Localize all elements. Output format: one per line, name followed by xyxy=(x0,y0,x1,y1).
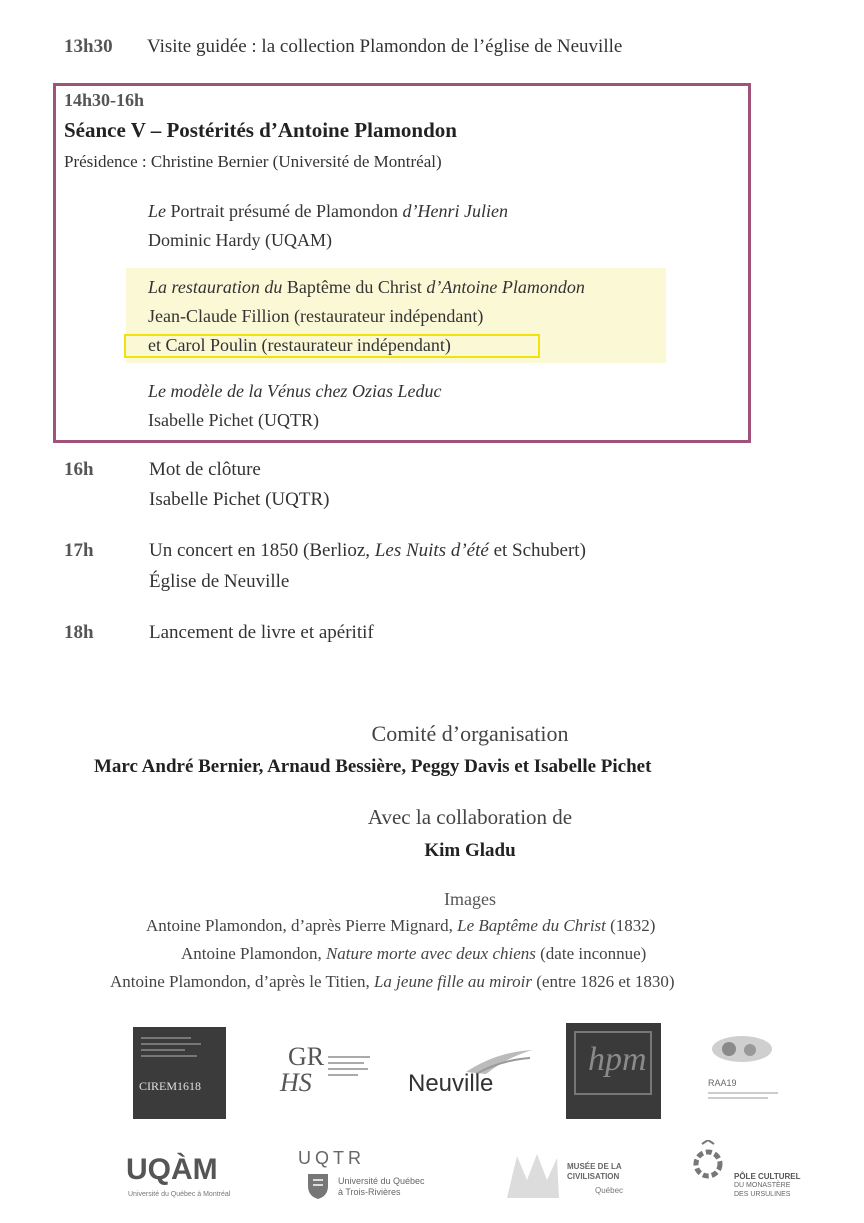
grhs-logo xyxy=(280,1042,380,1102)
mcq-line-3: Québec xyxy=(595,1186,624,1195)
neuville-logo xyxy=(406,1048,536,1100)
uqtr-sub-1: Université du Québec xyxy=(338,1176,425,1186)
uqam-label: UQÀM xyxy=(126,1153,218,1186)
uqtr-sub-2: à Trois-Rivières xyxy=(338,1187,401,1197)
talk-2-title: La restauration du Baptême du Christ d’Antoine Plamondon xyxy=(148,277,585,297)
uqtr-label: UQTR xyxy=(298,1148,365,1168)
time-17h: 17h xyxy=(64,540,94,561)
book-launch: Lancement de livre et apéritif xyxy=(149,622,374,643)
image-credit-3: Antoine Plamondon, d’après le Titien, La jeune fille au miroir (entre 1826 et 1830) xyxy=(110,972,675,991)
neuville-label: Neuville xyxy=(408,1070,494,1097)
talk-2-speaker: Jean-Claude Fillion (restaurateur indépendant) xyxy=(148,306,484,326)
pole-line-2: DU MONASTÈRE xyxy=(734,1182,791,1189)
mcq-line-1: MUSÉE DE LA xyxy=(567,1162,622,1171)
closing-title: Mot de clôture xyxy=(149,459,261,480)
raa19-logo xyxy=(700,1032,790,1112)
time-16h: 16h xyxy=(64,459,94,480)
pole-line-1: PÔLE CULTUREL xyxy=(734,1172,801,1181)
committee-names: Marc André Bernier, Arnaud Bessière, Peggy Davis et Isabelle Pichet xyxy=(94,756,652,777)
collaboration-heading: Avec la collaboration de xyxy=(367,805,573,829)
visit-text: Visite guidée : la collection Plamondon de l’église de Neuville xyxy=(147,36,623,57)
committee-heading: Comité d’organisation xyxy=(371,721,569,746)
collaboration-name: Kim Gladu xyxy=(424,840,516,861)
cirem-logo xyxy=(133,1027,226,1119)
session-title: Séance V – Postérités d’Antoine Plamondon xyxy=(64,118,457,142)
images-heading: Images xyxy=(444,889,496,909)
mcq-logo xyxy=(505,1150,645,1204)
talk-3-speaker: Isabelle Pichet (UQTR) xyxy=(148,410,319,430)
mcq-mark-icon xyxy=(505,1150,561,1200)
pole-culturel-logo xyxy=(688,1140,808,1204)
concert-title: Un concert en 1850 (Berlioz, Les Nuits d’été et Schubert) xyxy=(149,540,586,561)
uqam-logo xyxy=(126,1153,236,1203)
time-18h: 18h xyxy=(64,622,94,643)
concert-location: Église de Neuville xyxy=(149,571,290,592)
talk-1-title: Le Portrait présumé de Plamondon d’Henri Julien xyxy=(148,201,508,221)
talk-3-title: Le modèle de la Vénus chez Ozias Leduc xyxy=(148,381,442,401)
grhs-top: GR xyxy=(288,1042,325,1071)
raa19-label: RAA19 xyxy=(708,1078,737,1088)
uqam-sub: Université du Québec à Montréal xyxy=(128,1191,231,1198)
grhs-bottom: HS xyxy=(280,1068,312,1097)
image-credit-1: Antoine Plamondon, d’après Pierre Mignard, Le Baptême du Christ (1832) xyxy=(146,916,656,935)
uqtr-shield-icon xyxy=(306,1172,330,1200)
closing-speaker: Isabelle Pichet (UQTR) xyxy=(149,489,330,510)
uqtr-logo xyxy=(298,1148,448,1204)
pole-ring-icon xyxy=(688,1140,728,1184)
time-1330: 13h30 xyxy=(64,36,113,57)
hpm-logo: hpm xyxy=(566,1023,661,1119)
image-credit-2: Antoine Plamondon, Nature morte avec deux chiens (date inconnue) xyxy=(181,944,647,963)
cirem-label: CIREM1618 xyxy=(139,1079,202,1093)
talk-2-speaker-2: et Carol Poulin (restaurateur indépendant) xyxy=(148,335,451,355)
pole-line-3: DES URSULINES xyxy=(734,1191,791,1198)
mcq-line-2: CIVILISATION xyxy=(567,1172,620,1181)
session-time: 14h30-16h xyxy=(64,90,145,110)
talk-1-speaker: Dominic Hardy (UQAM) xyxy=(148,230,332,250)
session-chair: Présidence : Christine Bernier (Université de Montréal) xyxy=(64,152,442,171)
